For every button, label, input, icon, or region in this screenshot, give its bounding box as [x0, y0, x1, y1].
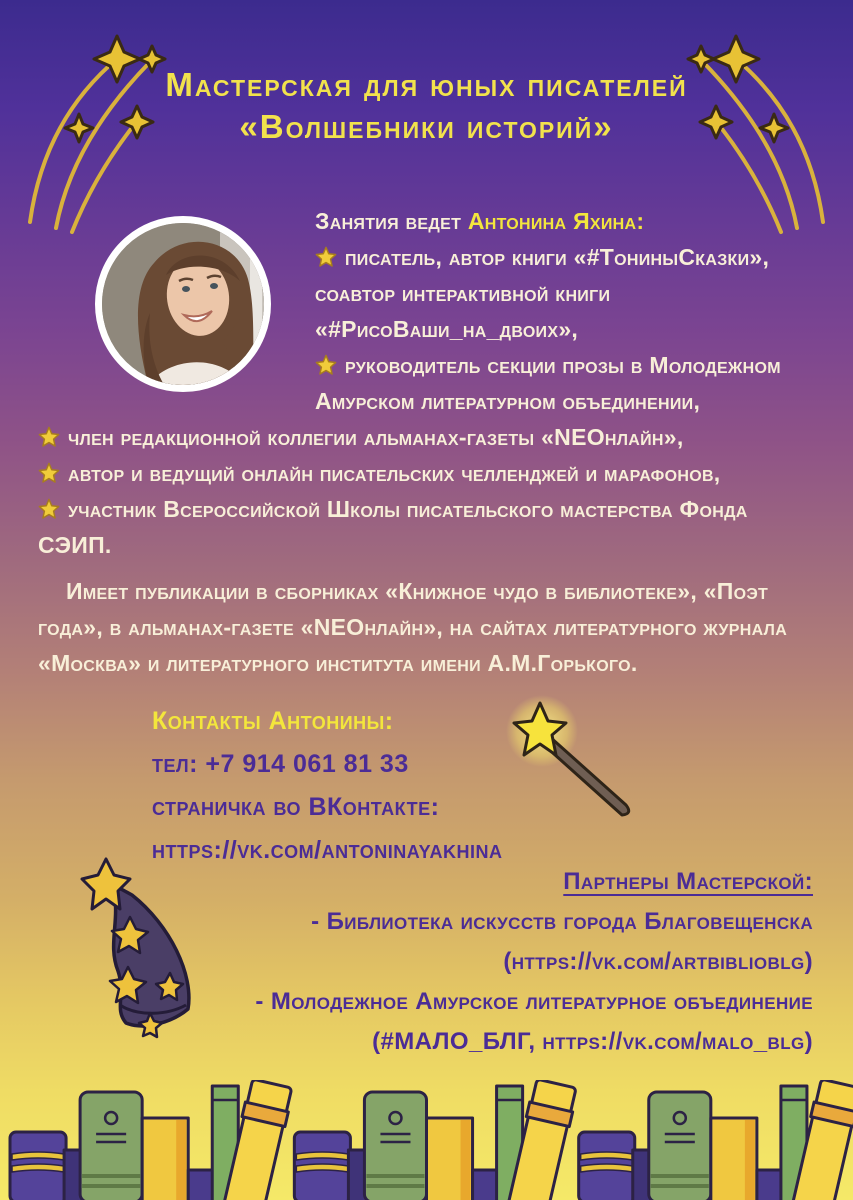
bio-bullet: участник Всероссийской Школы писательского мастерства Фонда СЭИП.	[38, 496, 748, 558]
partners-heading: Партнеры Мастерской:	[563, 868, 813, 895]
partner-name: - Библиотека искусств города Благовещенска	[311, 908, 813, 935]
page-title	[0, 64, 853, 148]
star-icon	[38, 426, 60, 448]
star-icon	[38, 498, 60, 520]
bio-bullet: автор и ведущий онлайн писательских челленджей и марафонов,	[38, 455, 827, 491]
star-icon	[38, 462, 60, 484]
portrait-photo	[95, 216, 271, 392]
contacts-heading: Контакты Антонины:	[152, 707, 394, 735]
vk-link[interactable]: https://vk.com/antoninayakhina	[152, 836, 503, 864]
publications-text: Имеет публикации в сборниках «Книжное чудо в библиотеке», «Поэт года», в альманах-газете «NEОнлайн», на сайтах литературного журнала «Москва» и литературного института имени А.М.Горького.	[38, 578, 788, 676]
books-row-illustration	[0, 1080, 853, 1200]
bio-section	[38, 203, 827, 681]
title-line-2: «Волшебники историй»	[239, 108, 614, 145]
bio-bullet: член редакционной коллегии альманах-газеты «NEОнлайн»,	[38, 419, 827, 455]
contacts-section	[152, 700, 502, 872]
partner-link[interactable]: (https://vk.com/artbiblioblg)	[503, 948, 813, 975]
bio-bullet: руководитель секции прозы в Молодежном Амурском литературном объединении,	[315, 352, 781, 414]
bio-lead: Занятия ведет	[315, 208, 468, 234]
magic-wand-icon	[500, 693, 675, 868]
partners-section	[60, 862, 813, 1062]
phone-line: тел: +7 914 061 81 33	[152, 750, 409, 778]
bio-bullet: писатель, автор книги «#ТониныСказки», соавтор интерактивной книги «#РисоВаши_на_двоих»,	[315, 244, 770, 342]
title-line-1: Мастерская для юных писателей	[165, 66, 688, 103]
partner-name: - Молодежное Амурское литературное объединение	[255, 988, 813, 1015]
instructor-name: Антонина Яхина:	[467, 208, 645, 234]
star-icon	[315, 246, 337, 268]
vk-label: страничка во ВКонтакте:	[152, 793, 440, 821]
star-icon	[315, 354, 337, 376]
portrait-photo-wrap	[38, 203, 315, 405]
partner-link[interactable]: (#МАЛО_БЛГ, https://vk.com/malo_blg)	[372, 1028, 813, 1055]
